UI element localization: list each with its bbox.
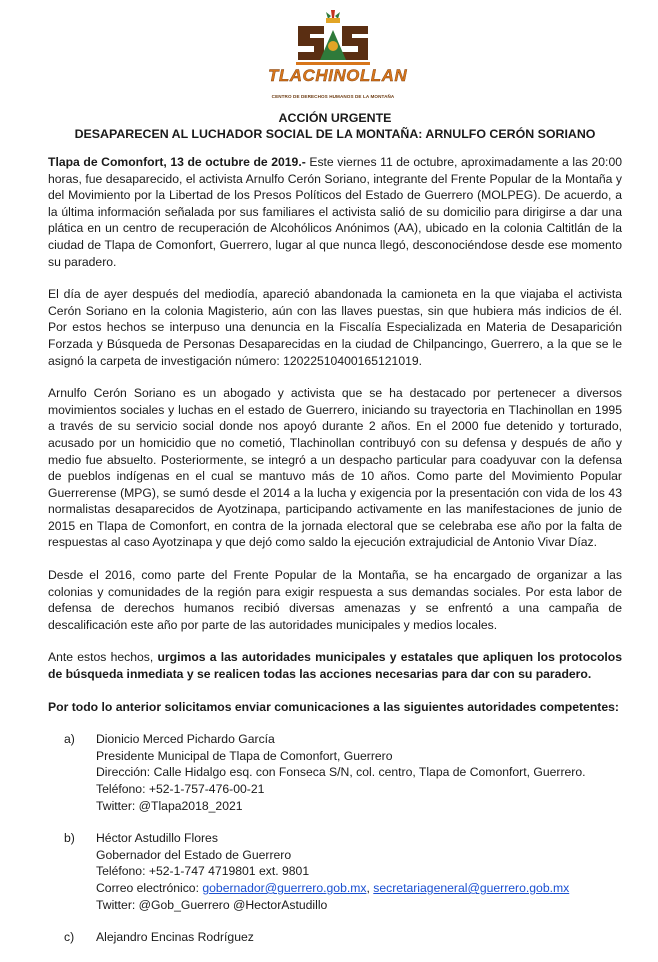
document-body: [48, 154, 622, 962]
authority-name: Dionicio Merced Pichardo García: [96, 732, 275, 747]
authority-email: [96, 880, 569, 897]
list-item: [48, 830, 622, 913]
list-item: [48, 731, 622, 814]
logo-emblem-icon: [268, 6, 398, 70]
authority-title: Gobernador del Estado de Guerrero: [96, 847, 292, 862]
email-link-secretaria[interactable]: secretariageneral@guerrero.gob.mx: [373, 880, 570, 895]
list-item-lines: [96, 830, 569, 913]
list-item-label: a): [64, 732, 75, 747]
list-item-label: c): [64, 930, 75, 945]
paragraph-2: El día de ayer después del mediodía, apareció abandonada la camioneta en la que viajaba el activista Cerón Soriano en la colonia Magisterio, aún con las llaves puestas, sin que hubiera más indicios de él. Por estos hechos se interpuso una denuncia en la Fiscalía Especializada en Materia de Desaparición Forzada y Búsqueda de Personas Desaparecidas en la ciudad de Chilpancingo, Guerrero, a la que se le asignó la carpeta de investigación número: 12022510400165121019.: [48, 287, 622, 368]
heading-title: DESAPARECEN AL LUCHADOR SOCIAL DE LA MONTAÑA: ARNULFO CERÓN SORIANO: [74, 127, 596, 141]
list-item-lines: [96, 929, 254, 946]
authority-address: Dirección: Calle Hidalgo esq. con Fonseca S/N, col. centro, Tlapa de Comonfort, Guerrero.: [96, 765, 586, 780]
list-item: [48, 929, 622, 946]
authority-phone: Teléfono: +52-1-757-476-00-21: [96, 782, 265, 796]
authority-name: Héctor Astudillo Flores: [96, 831, 218, 846]
tlachinollan-logo: [268, 6, 408, 106]
paragraph-3: Arnulfo Cerón Soriano es un abogado y activista que se ha destacado por pertenecer a diversos movimientos sociales y luchas en el estado de Guerrero, iniciando su trayectoria en Tlachinollan en 1995 a través de su servicio social donde nos apoyó durante 2 años. En el 2000 fue detenido y torturado, acusado por un homicidio que no cometió, Tlachinollan contribuyó con su defensa y después de año y medio fue absuelto. Posteriormente, se integró a un despacho particular para coadyuvar con la defensa de pueblos indígenas en el cual se mantuvo más de 10 años. Como parte del Movimiento Popular Guerrerense (MPG), se sumó desde el 2014 a la lucha y exigencia por la presentación con vida de los 43 normalistas desaparecidos de Ayotzinapa, participando activamente en las manifestaciones de junio de 2015 en Tlapa de Comonfort, en contra de la jornada electoral que se celebraba ese año por la falta de respuestas al caso Ayotzinapa y que dejó como saldo la ejecución extrajudicial de Antonio Vivar Díaz.: [48, 386, 622, 550]
paragraph-4: Desde el 2016, como parte del Frente Popular de la Montaña, se ha encargado de organizar a las colonias y comunidades de la región para exigir respuesta a sus demandas sociales. Por esta labor de defensa de derechos humanos recibió diversas amenazas y se enfrentó a una campaña de descalificación este año por parte de las autoridades municipales y medios locales.: [48, 568, 622, 632]
email-link-gobernador[interactable]: gobernador@guerrero.gob.mx: [202, 880, 367, 895]
paragraph-5: [48, 649, 622, 682]
list-item-lines: [96, 731, 586, 814]
authorities-list: [48, 731, 622, 946]
authority-twitter: Twitter: @Gob_Guerrero @HectorAstudillo: [96, 897, 328, 912]
authority-twitter: Twitter: @Tlapa2018_2021: [96, 798, 243, 813]
paragraph-6: Por todo lo anterior solicitamos enviar comunicaciones a las siguientes autoridades competentes:: [48, 699, 619, 714]
dateline: Tlapa de Comonfort, 13 de octubre de 2019.-: [48, 155, 306, 169]
logo-wordmark: TLACHINOLLAN: [268, 66, 408, 85]
email-label: Correo electrónico:: [96, 880, 203, 895]
paragraph-1-text: Este viernes 11 de octubre, aproximadamente a las 20:00 horas, fue desaparecido, el activista Arnulfo Cerón Soriano, integrante del Frente Popular de la Montaña y del Movimiento por la Libertad de los Presos Políticos del Estado de Guerrero (MOLPEG). De acuerdo, a la última información señalada por sus familiares el activista salió de su domicilio para dirigirse a dar una plática en un centro de recuperación de Alcohólicos Anónimos (AA), ubicado en la colonia Caltitlán de la ciudad de Tlapa de Comonfort, Guerrero, lugar al que nunca llegó, desconociéndose desde ese momento su paradero.: [48, 155, 622, 269]
list-item-label: b): [64, 831, 75, 846]
email-separator: ,: [366, 880, 374, 895]
paragraph-1: [48, 154, 622, 270]
authority-title: Presidente Municipal de Tlapa de Comonfort, Guerrero: [96, 748, 393, 763]
paragraph-5-lead: Ante estos hechos,: [48, 650, 158, 665]
authority-name: Alejandro Encinas Rodríguez: [96, 930, 254, 945]
document-heading: [48, 110, 622, 142]
paragraph-5-demand: urgimos a las autoridades municipales y estatales que apliquen los protocolos de búsqueda inmediata y se realicen todas las acciones necesarias para dar con su paradero.: [48, 650, 622, 682]
heading-urgent-action: ACCIÓN URGENTE: [278, 111, 392, 125]
authority-phone: Teléfono: +52-1-747 4719801 ext. 9801: [96, 864, 310, 879]
logo-subtitle: CENTRO DE DERECHOS HUMANOS DE LA MONTAÑA: [271, 94, 395, 99]
